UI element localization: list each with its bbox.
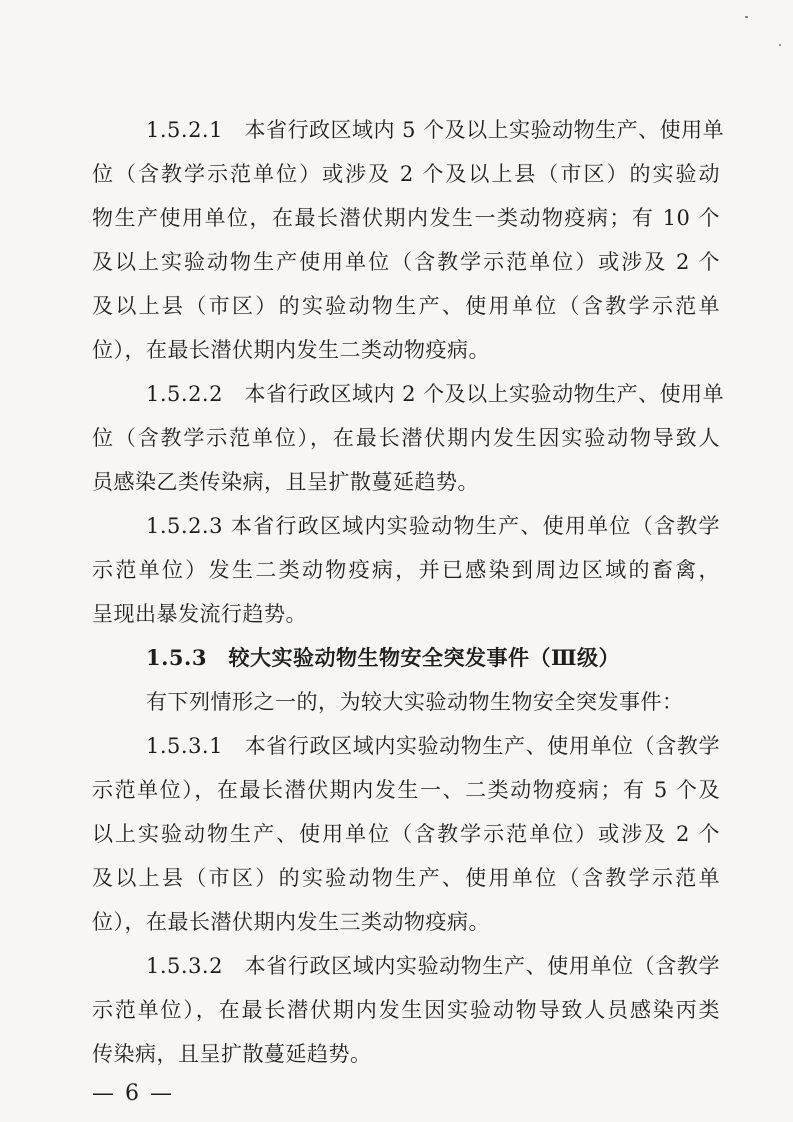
paragraph-line: 及以上实验动物生产使用单位（含教学示范单位）或涉及 2 个 bbox=[92, 250, 720, 274]
paragraph-line: 位（含教学示范单位），在最长潜伏期内发生因实验动物导致人 bbox=[92, 426, 720, 450]
paragraph-line: 及以上县（市区）的实验动物生产、使用单位（含教学示范单 bbox=[92, 294, 720, 318]
paragraph-line: 以上实验动物生产、使用单位（含教学示范单位）或涉及 2 个 bbox=[92, 822, 720, 846]
section-heading: 1.5.3 较大实验动物生物安全突发事件（Ⅲ级） bbox=[146, 645, 621, 670]
paragraph-line: 传染病，且呈扩散蔓延趋势。 bbox=[92, 1042, 372, 1066]
scan-speck bbox=[779, 44, 781, 46]
paragraph-line: 示范单位），在最长潜伏期内发生一、二类动物疫病；有 5 个及 bbox=[92, 778, 720, 802]
page-number: — 6 — bbox=[92, 1081, 174, 1106]
paragraph-line: 有下列情形之一的，为较大实验动物生物安全突发事件： bbox=[146, 690, 684, 714]
paragraph-line: 呈现出暴发流行趋势。 bbox=[92, 602, 307, 626]
paragraph-line: 位（含教学示范单位）或涉及 2 个及以上县（市区）的实验动 bbox=[92, 162, 720, 186]
paragraph-line: 1.5.2.3 本省行政区域内实验动物生产、使用单位（含教学 bbox=[146, 514, 720, 538]
paragraph-line: 及以上县（市区）的实验动物生产、使用单位（含教学示范单 bbox=[92, 866, 720, 890]
paragraph-line: 1.5.3.2 本省行政区域内实验动物生产、使用单位（含教学 bbox=[146, 954, 720, 978]
paragraph-line: 员感染乙类传染病，且呈扩散蔓延趋势。 bbox=[92, 470, 479, 494]
paragraph-line: 位），在最长潜伏期内发生二类动物疫病。 bbox=[92, 338, 490, 362]
paragraph-line: 物生产使用单位，在最长潜伏期内发生一类动物疫病；有 10 个 bbox=[92, 206, 720, 230]
paragraph-line: 位），在最长潜伏期内发生三类动物疫病。 bbox=[92, 910, 490, 934]
paragraph-line: 示范单位），在最长潜伏期内发生因实验动物导致人员感染丙类 bbox=[92, 998, 720, 1022]
paragraph-line: 1.5.2.1 本省行政区域内 5 个及以上实验动物生产、使用单 bbox=[146, 118, 725, 142]
scan-speck bbox=[745, 16, 748, 18]
paragraph-line: 1.5.3.1 本省行政区域内实验动物生产、使用单位（含教学 bbox=[146, 734, 720, 758]
paragraph-line: 示范单位）发生二类动物疫病，并已感染到周边区域的畜禽， bbox=[92, 558, 720, 582]
paragraph-line: 1.5.2.2 本省行政区域内 2 个及以上实验动物生产、使用单 bbox=[146, 382, 725, 406]
